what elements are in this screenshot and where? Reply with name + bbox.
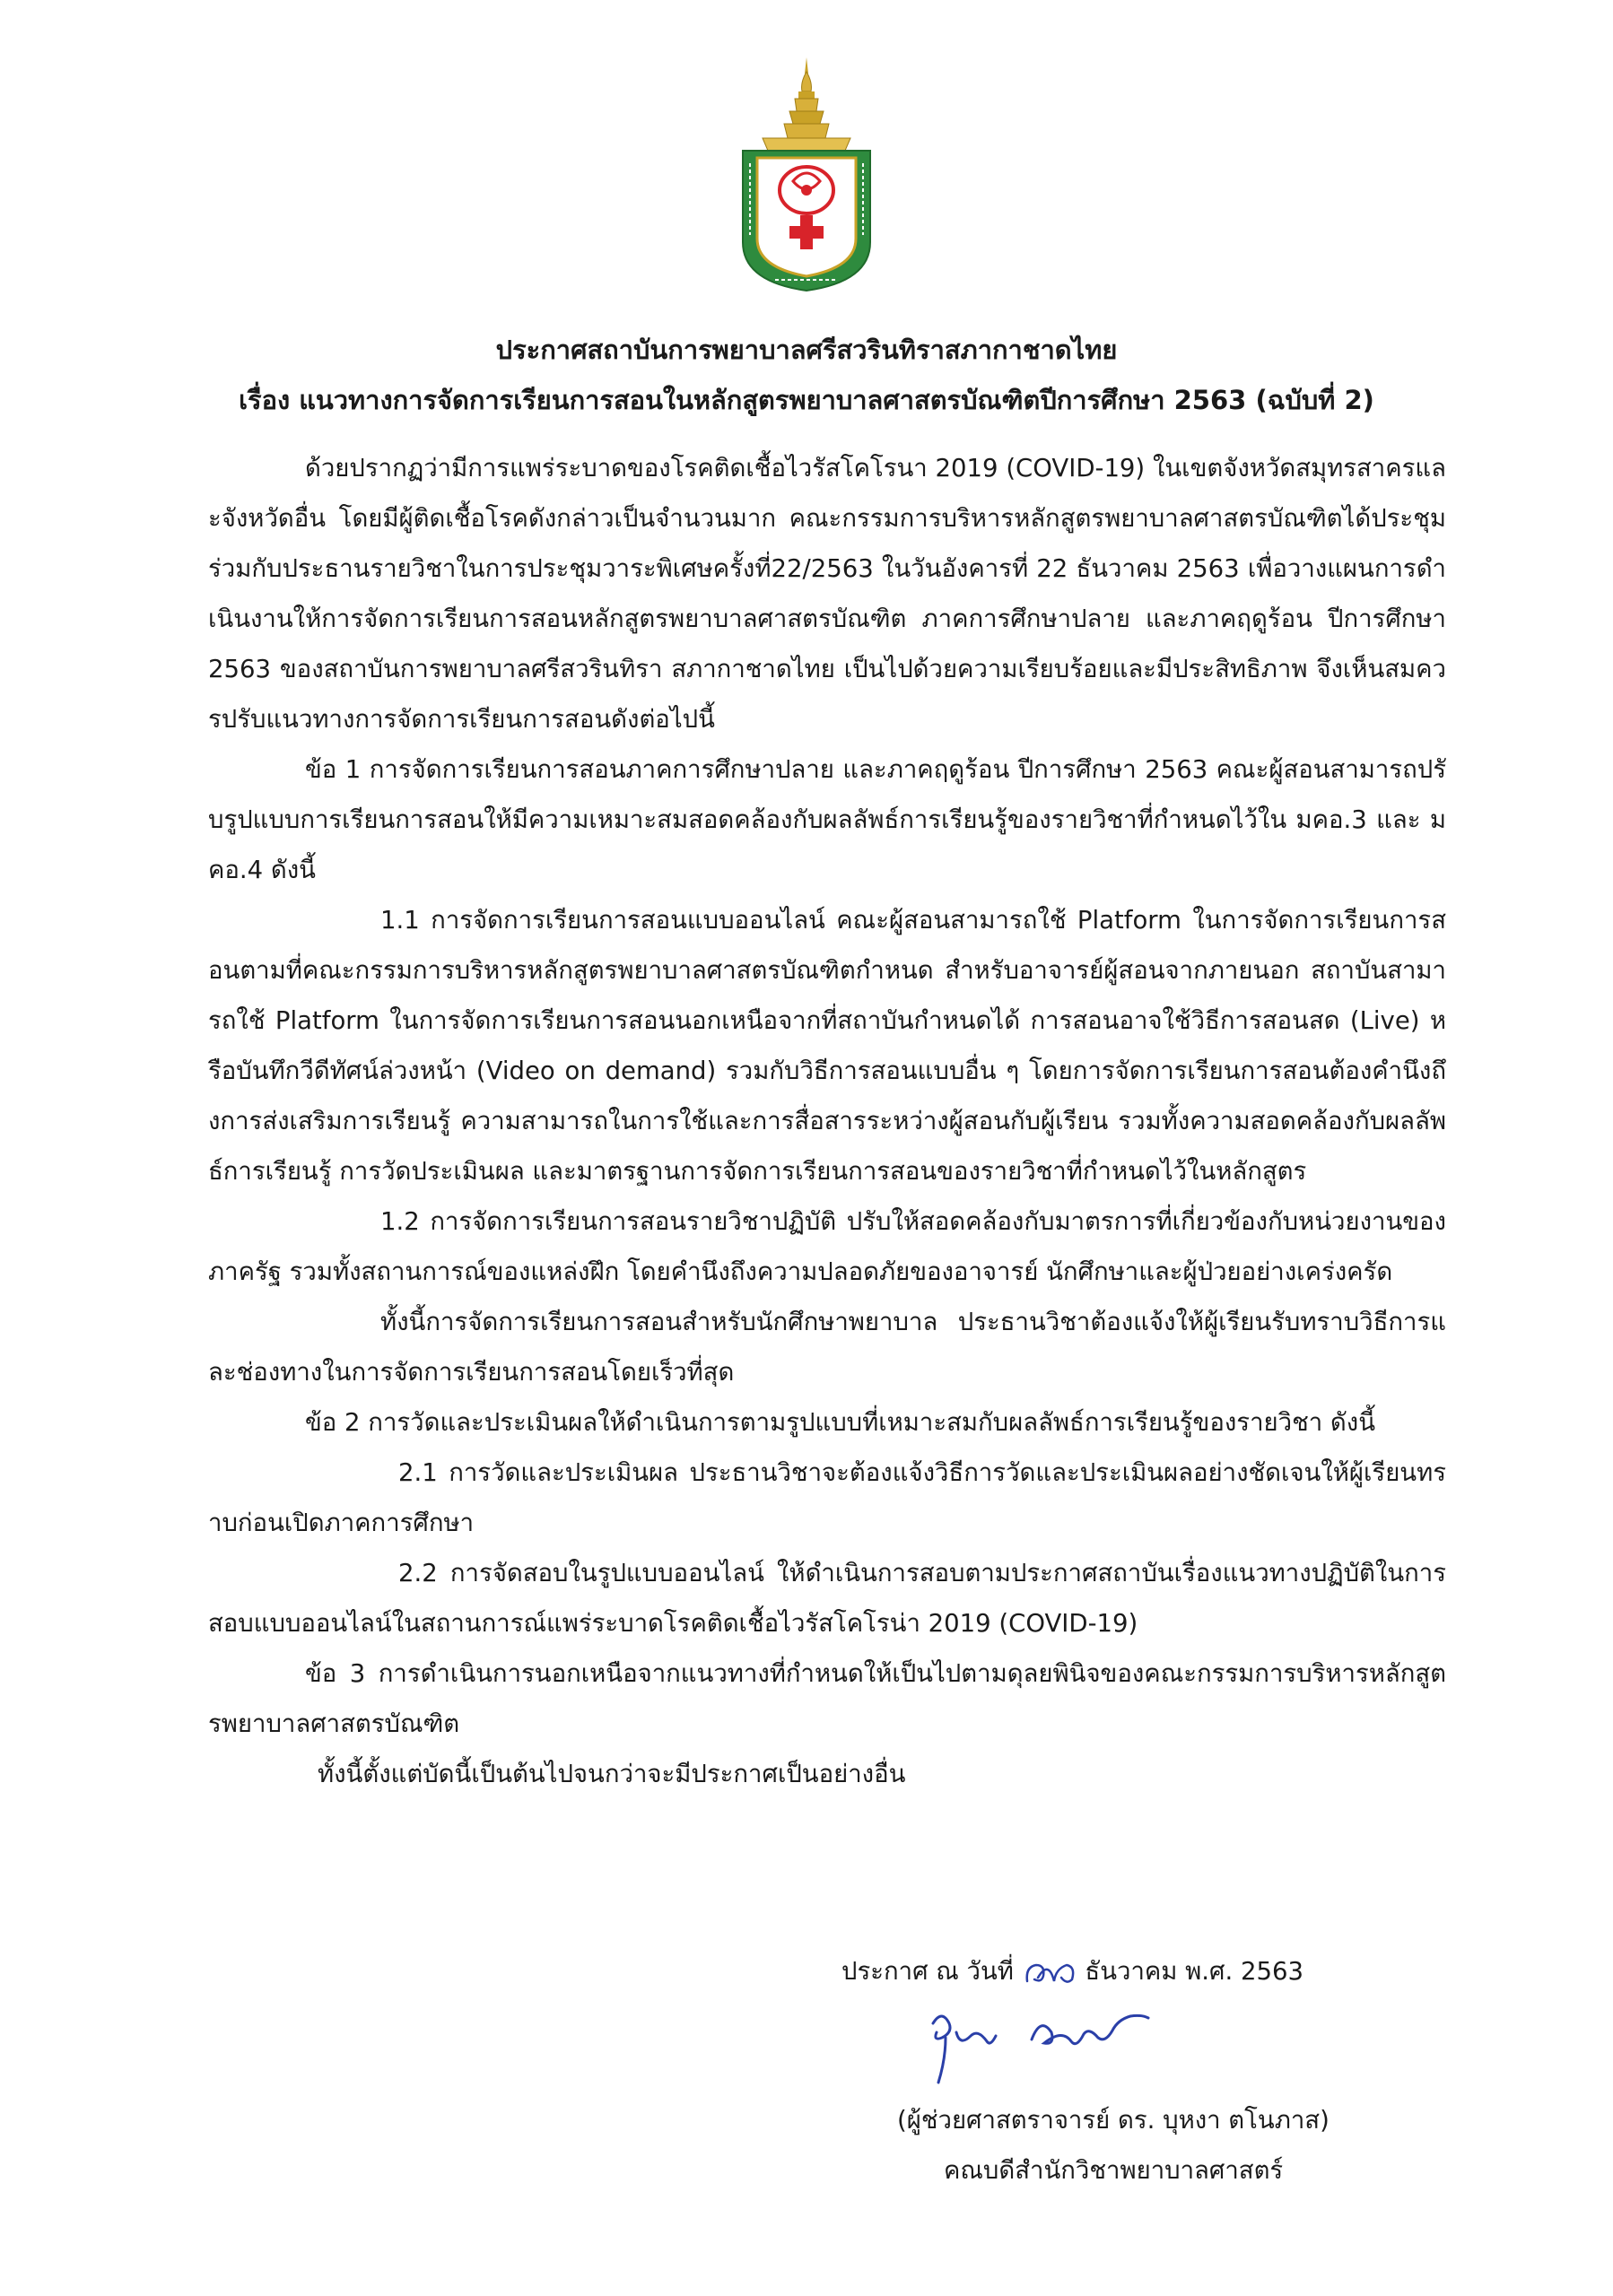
item-2-1-paragraph: 2.1 การวัดและประเมินผล ประธานวิชาจะต้องแจ้งวิธีการวัดและประเมินผลอย่างชัดเจนให้ผู้เรียนทราบก่อนเปิดภาคการศึกษา xyxy=(208,1458,1446,1537)
handwritten-signature-icon xyxy=(906,1996,1175,2095)
item-2-paragraph: ข้อ 2 การวัดและประเมินผลให้ดำเนินการตามรูปแบบที่เหมาะสมกับผลลัพธ์การเรียนรู้ของรายวิชา ดังนี้ xyxy=(305,1408,1376,1437)
announcement-heading xyxy=(108,325,1505,425)
item-1-1-paragraph: 1.1 การจัดการเรียนการสอนแบบออนไลน์ คณะผู้สอนสามารถใช้ Platform ในการจัดการเรียนการสอนตามที่คณะกรรมการบริหารหลักสูตรพยาบาลศาสตรบัณฑิตกำหนด สำหรับอาจารย์ผู้สอนจากภายนอก สถาบันสามารถใช้ Platform ในการจัดการเรียนการสอนนอกเหนือจากที่สถาบันกำหนดได้ การสอนอาจใช้วิธีการสอนสด (Live) หรือบันทึกวีดีทัศน์ล่วงหน้า (Video on demand) รวมกับวิธีการสอนแบบอื่น ๆ โดยการจัดการเรียนการสอนต้องคำนึงถึงการส่งเสริมการเรียนรู้ ความสามารถในการใช้และการสื่อสารระหว่างผู้สอนกับผู้เรียน รวมทั้งความสอดคล้องกับผลลัพธ์การเรียนรู้ การวัดประเมินผล และมาตรฐานการจัดการเรียนการสอนของรายวิชาที่กำหนดไว้ในหลักสูตร xyxy=(208,906,1446,1186)
signatory-name: (ผู้ช่วยศาสตราจารย์ ดร. บุหงา ตโนภาส) xyxy=(897,2106,1330,2135)
handwritten-day-icon xyxy=(1022,1954,1077,1990)
date-suffix: ธันวาคม พ.ศ. 2563 xyxy=(1085,1957,1303,1986)
logo-spire xyxy=(763,57,850,151)
item-2-2-paragraph: 2.2 การจัดสอบในรูปแบบออนไลน์ ให้ดำเนินการสอบตามประกาศสถาบันเรื่องแนวทางปฏิบัติในการสอบแบบออนไลน์ในสถานการณ์แพร่ระบาดโรคติดเชื้อไวรัสโคโรน่า 2019 (COVID-19) xyxy=(208,1559,1446,1638)
announcement-body xyxy=(208,443,1446,1799)
announcement-title: ประกาศสถาบันการพยาบาลศรีสวรินทิราสภากาชาดไทย xyxy=(495,335,1118,365)
intro-paragraph: ด้วยปรากฏว่ามีการแพร่ระบาดของโรคติดเชื้อไวรัสโคโรนา 2019 (COVID-19) ในเขตจังหวัดสมุทรสาครและจังหวัดอื่น โดยมีผู้ติดเชื้อโรคดังกล่าวเป็นจำนวนมาก คณะกรรมการบริหารหลักสูตรพยาบาลศาสตรบัณฑิตได้ประชุมร่วมกับประธานรายวิชาในการประชุมวาระพิเศษครั้งที่22/2563 ในวันอังคารที่ 22 ธันวาคม 2563 เพื่อวางแผนการดำเนินงานให้การจัดการเรียนการสอนหลักสูตรพยาบาลศาสตรบัณฑิต ภาคการศึกษาปลาย และภาคฤดูร้อน ปีการศึกษา 2563 ของสถาบันการพยาบาลศรีสวรินทิรา สภากาชาดไทย เป็นไปด้วยความเรียบร้อยและมีประสิทธิภาพ จึงเห็นสมควรปรับแนวทางการจัดการเรียนการสอนดังต่อไปนี้ xyxy=(208,454,1446,734)
announcement-subject: เรื่อง แนวทางการจัดการเรียนการสอนในหลักสูตรพยาบาลศาสตรบัณฑิตปีการศึกษา 2563 (ฉบับที่ 2) xyxy=(239,385,1374,415)
item-1-2-paragraph: 1.2 การจัดการเรียนการสอนรายวิชาปฏิบัติ ปรับให้สอดคล้องกับมาตรการที่เกี่ยวข้องกับหน่วยงานของภาครัฐ รวมทั้งสถานการณ์ของแหล่งฝึก โดยคำนึงถึงความปลอดภัยของอาจารย์ นักศึกษาและผู้ป่วยอย่างเคร่งครัด xyxy=(208,1207,1446,1286)
item-1-paragraph: ข้อ 1 การจัดการเรียนการสอนภาคการศึกษาปลาย และภาคฤดูร้อน ปีการศึกษา 2563 คณะผู้สอนสามารถปรับรูปแบบการเรียนการสอนให้มีความเหมาะสมสอดคล้องกับผลลัพธ์การเรียนรู้ของรายวิชาที่กำหนดไว้ใน มคอ.3 และ มคอ.4 ดังนี้ xyxy=(208,755,1446,884)
date-prefix: ประกาศ ณ วันที่ xyxy=(841,1957,1014,1986)
item-3-paragraph: ข้อ 3 การดำเนินการนอกเหนือจากแนวทางที่กำหนดให้เป็นไปตามดุลยพินิจของคณะกรรมการบริหารหลักสูตรพยาบาลศาสตรบัณฑิต xyxy=(208,1659,1446,1738)
signatory-position: คณบดีสำนักวิชาพยาบาลศาสตร์ xyxy=(944,2156,1284,2185)
item-1-note-paragraph: ทั้งนี้การจัดการเรียนการสอนสำหรับนักศึกษาพยาบาล ประธานวิชาต้องแจ้งให้ผู้เรียนรับทราบวิธีการและช่องทางในการจัดการเรียนการสอนโดยเร็วที่สุด xyxy=(208,1308,1446,1387)
logo-shield xyxy=(743,151,870,291)
announcement-date xyxy=(841,1946,1408,1996)
signature-block xyxy=(834,1946,1408,2196)
institute-logo-icon xyxy=(730,56,883,298)
closing-paragraph: ทั้งนี้ตั้งแต่บัดนี้เป็นต้นไปจนกว่าจะมีประกาศเป็นอย่างอื่น xyxy=(318,1760,906,1788)
